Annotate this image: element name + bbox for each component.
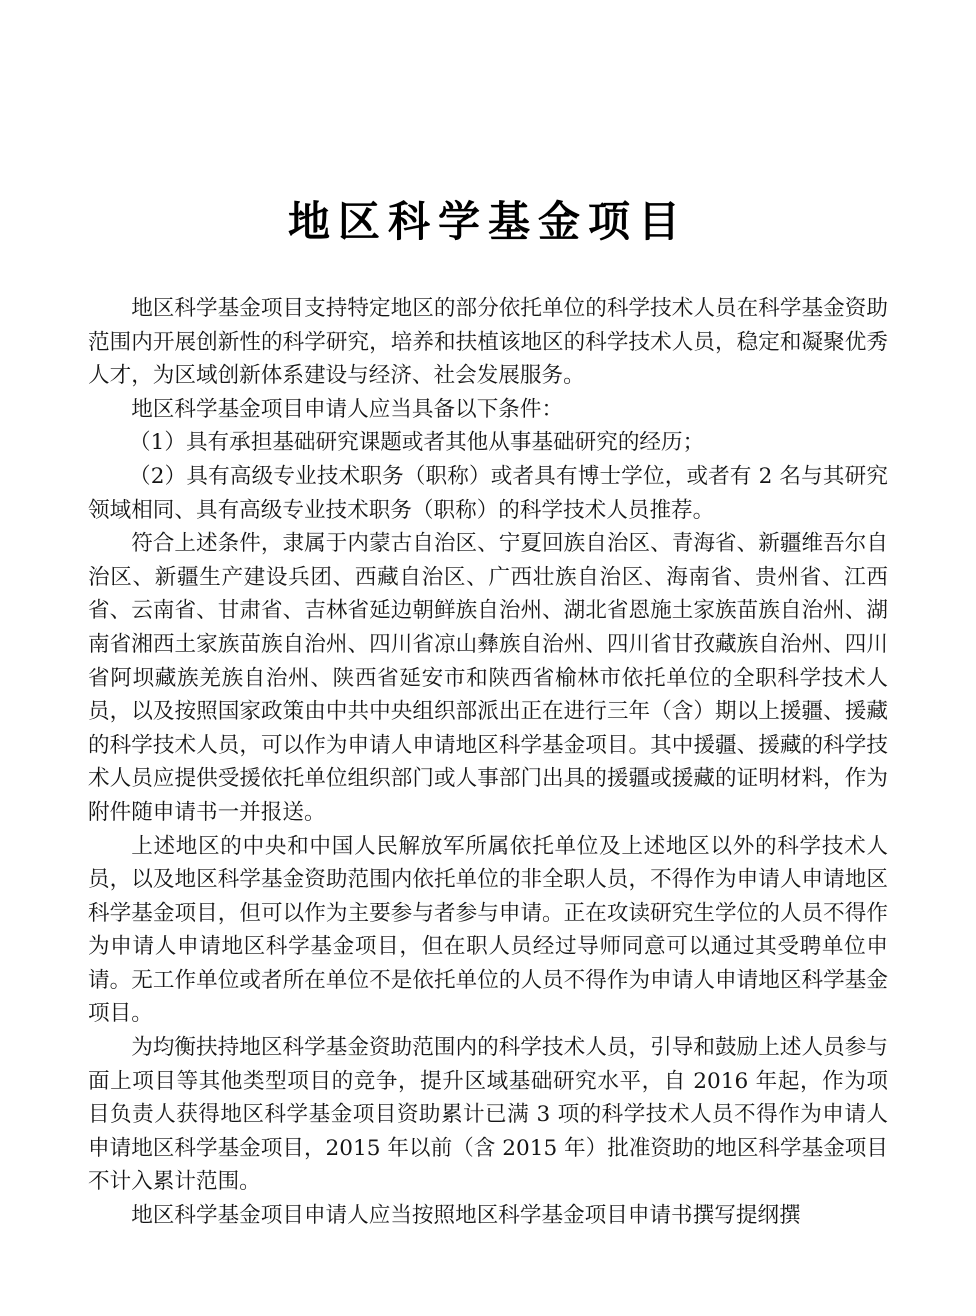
paragraph-eligible-regions: 符合上述条件，隶属于内蒙古自治区、宁夏回族自治区、青海省、新疆维吾尔自治区、新疆生产建设兵团、西藏自治区、广西壮族自治区、海南省、贵州省、江西省、云南省、甘肃省、吉林省延边朝鲜族自治州、湖北省恩施土家族苗族自治州、湖南省湘西土家族苗族自治州、四川省凉山彝族自治州、四川省甘孜藏族自治州、四川省阿坝藏族羌族自治州、陕西省延安市和陕西省榆林市依托单位的全职科学技术人员，以及按照国家政策由中共中央组织部派出正在进行三年（含）期以上援疆、援藏的科学技术人员，可以作为申请人申请地区科学基金项目。其中援疆、援藏的科学技术人员应提供受援依托单位组织部门或人事部门出具的援疆或援藏的证明材料，作为附件随申请书一并报送。 xyxy=(88,531,888,825)
document-body xyxy=(88,292,888,1233)
paragraph-application-outline: 地区科学基金项目申请人应当按照地区科学基金项目申请书撰写提纲撰 xyxy=(131,1203,801,1229)
paragraph-ineligible: 上述地区的中央和中国人民解放军所属依托单位及上述地区以外的科学技术人员，以及地区科学基金资助范围内依托单位的非全职人员，不得作为申请人申请地区科学基金项目，但可以作为主要参与者参与申请。正在攻读研究生学位的人员不得作为申请人申请地区科学基金项目，但在职人员经过导师同意可以通过其受聘单位申请。无工作单位或者所在单位不是依托单位的人员不得作为申请人申请地区科学基金项目。 xyxy=(88,833,888,1027)
paragraph-intro: 地区科学基金项目支持特定地区的部分依托单位的科学技术人员在科学基金资助范围内开展创新性的科学研究，培养和扶植该地区的科学技术人员，稳定和凝聚优秀人才，为区域创新体系建设与经济、社会发展服务。 xyxy=(88,296,888,389)
page-title: 地区科学基金项目 xyxy=(287,197,688,246)
paragraph-limit: 为均衡扶持地区科学基金资助范围内的科学技术人员，引导和鼓励上述人员参与面上项目等其他类型项目的竞争，提升区域基础研究水平，自 2016 年起，作为项目负责人获得地区科学基金项目资助累计已满 3 项的科学技术人员不得作为申请人申请地区科学基金项目，2015 年以前（含 2015 年）批准资助的地区科学基金项目不计入累计范围。 xyxy=(88,1035,888,1195)
condition-item-1: （1）具有承担基础研究课题或者其他从事基础研究的经历； xyxy=(129,430,705,456)
condition-item-2: （2）具有高级专业技术职务（职称）或者具有博士学位，或者有 2 名与其研究领域相同、具有高级专业技术职务（职称）的科学技术人员推荐。 xyxy=(88,463,888,523)
paragraph-conditions-heading: 地区科学基金项目申请人应当具备以下条件： xyxy=(131,396,564,422)
